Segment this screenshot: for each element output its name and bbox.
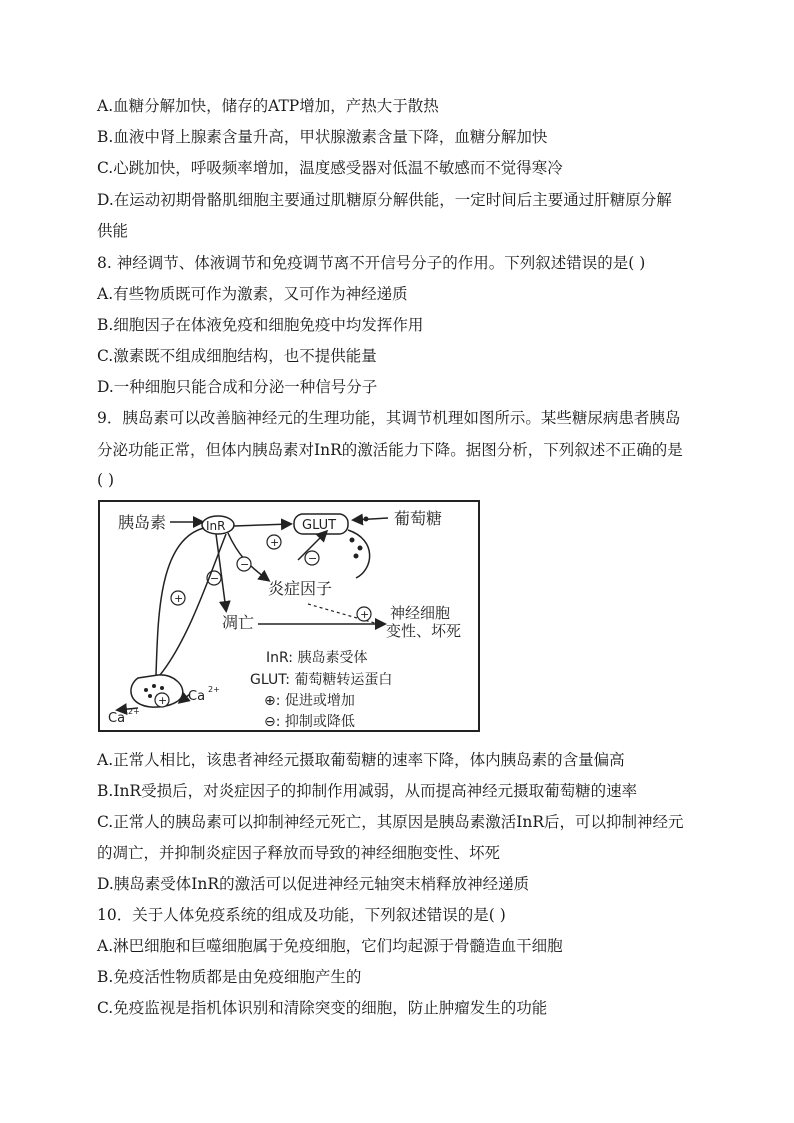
minus-text-2: − bbox=[210, 572, 220, 585]
question-9: 9．胰岛素可以改善脑神经元的生理功能，其调节机理如图所示。某些糖尿病患者胰岛 bbox=[97, 409, 681, 427]
plus-text-4: + bbox=[158, 694, 168, 707]
option-7d: D.在运动初期骨骼肌细胞主要通过肌糖原分解供能，一定时间后主要通过肝糖原分解 bbox=[97, 191, 672, 209]
legend-minus: ⊖: 抑制或降低 bbox=[264, 714, 355, 730]
option-7b: B.血液中肾上腺素含量升高，甲状腺激素含量下降，血糖分解加快 bbox=[97, 128, 548, 146]
label-insulin: 胰岛素 bbox=[118, 513, 167, 532]
legend-plus: ⊕: 促进或增加 bbox=[264, 693, 355, 709]
option-9d: D.胰岛素受体InR的激活可以促进神经元轴突末梢释放神经递质 bbox=[97, 875, 530, 893]
option-9c: C.正常人的胰岛素可以抑制神经元死亡，其原因是胰岛素激活InR后，可以抑制神经元 bbox=[97, 813, 684, 831]
glucose-dot-2 bbox=[350, 538, 355, 543]
insulin-mechanism-diagram bbox=[98, 500, 480, 732]
question-9-paren: ( ) bbox=[97, 471, 115, 489]
label-inr: InR bbox=[206, 519, 226, 533]
label-ca-2: Ca bbox=[188, 689, 206, 704]
glucose-dot bbox=[364, 517, 369, 522]
vesicle-1 bbox=[144, 688, 148, 692]
label-glucose: 葡萄糖 bbox=[394, 509, 443, 528]
question-10: 10．关于人体免疫系统的组成及功能，下列叙述错误的是( ) bbox=[97, 906, 506, 924]
option-9c-cont: 的凋亡，并抑制炎症因子释放而导致的神经细胞变性、坏死 bbox=[97, 844, 501, 862]
vesicle-3 bbox=[160, 686, 164, 690]
option-10a: A.淋巴细胞和巨噬细胞属于免疫细胞，它们均起源于骨髓造血干细胞 bbox=[97, 937, 563, 955]
plus-text-3: + bbox=[174, 592, 184, 605]
vesicle-4 bbox=[148, 694, 152, 698]
option-8c: C.激素既不组成细胞结构，也不提供能量 bbox=[97, 347, 377, 365]
option-8b: B.细胞因子在体液免疫和细胞免疫中均发挥作用 bbox=[97, 316, 424, 334]
glucose-dot-4 bbox=[354, 554, 359, 559]
label-neuron-damage-1: 神经细胞 bbox=[390, 604, 451, 622]
plus-text-2: + bbox=[360, 608, 370, 621]
label-apoptosis: 凋亡 bbox=[222, 613, 255, 632]
glucose-dot-3 bbox=[358, 546, 363, 551]
option-10c: C.免疫监视是指机体识别和清除突变的细胞，防止肿瘤发生的功能 bbox=[97, 999, 548, 1017]
legend-inr: InR: 胰岛素受体 bbox=[266, 650, 368, 666]
option-7d-cont: 供能 bbox=[97, 222, 129, 240]
label-neuron-damage-2: 变性、坏死 bbox=[386, 622, 462, 640]
question-8: 8. 神经调节、体液调节和免疫调节离不开信号分子的作用。下列叙述错误的是( ) bbox=[97, 254, 646, 272]
question-9-cont: 分泌功能正常，但体内胰岛素对InR的激活能力下降。据图分析，下列叙述不正确的是 bbox=[97, 441, 683, 459]
option-8d: D.一种细胞只能合成和分泌一种信号分子 bbox=[97, 378, 378, 396]
option-10b: B.免疫活性物质都是由免疫细胞产生的 bbox=[97, 968, 362, 986]
vesicle-2 bbox=[152, 684, 156, 688]
label-glut: GLUT bbox=[302, 518, 337, 533]
minus-text-3: − bbox=[308, 552, 318, 565]
label-ca-1: Ca bbox=[108, 711, 126, 726]
option-8a: A.有些物质既可作为激素，又可作为神经递质 bbox=[97, 285, 408, 303]
option-7c: C.心跳加快，呼吸频率增加，温度感受器对低温不敏感而不觉得寒冷 bbox=[97, 159, 563, 177]
minus-text-1: − bbox=[240, 558, 250, 571]
label-ca-1-sup: 2+ bbox=[128, 707, 140, 716]
label-ca-2-sup: 2+ bbox=[208, 685, 220, 694]
option-9a: A.正常人相比，该患者神经元摄取葡萄糖的速率下降，体内胰岛素的含量偏高 bbox=[97, 751, 625, 769]
option-9b: B.InR受损后，对炎症因子的抑制作用减弱，从而提高神经元摄取葡萄糖的速率 bbox=[97, 782, 638, 800]
legend-glut: GLUT: 葡萄糖转运蛋白 bbox=[250, 672, 393, 688]
option-7a: A.血糖分解加快，储存的ATP增加，产热大于散热 bbox=[97, 97, 439, 115]
diagram-svg bbox=[98, 500, 480, 732]
plus-text-1: + bbox=[270, 536, 280, 549]
label-inflammatory: 炎症因子 bbox=[268, 579, 333, 598]
